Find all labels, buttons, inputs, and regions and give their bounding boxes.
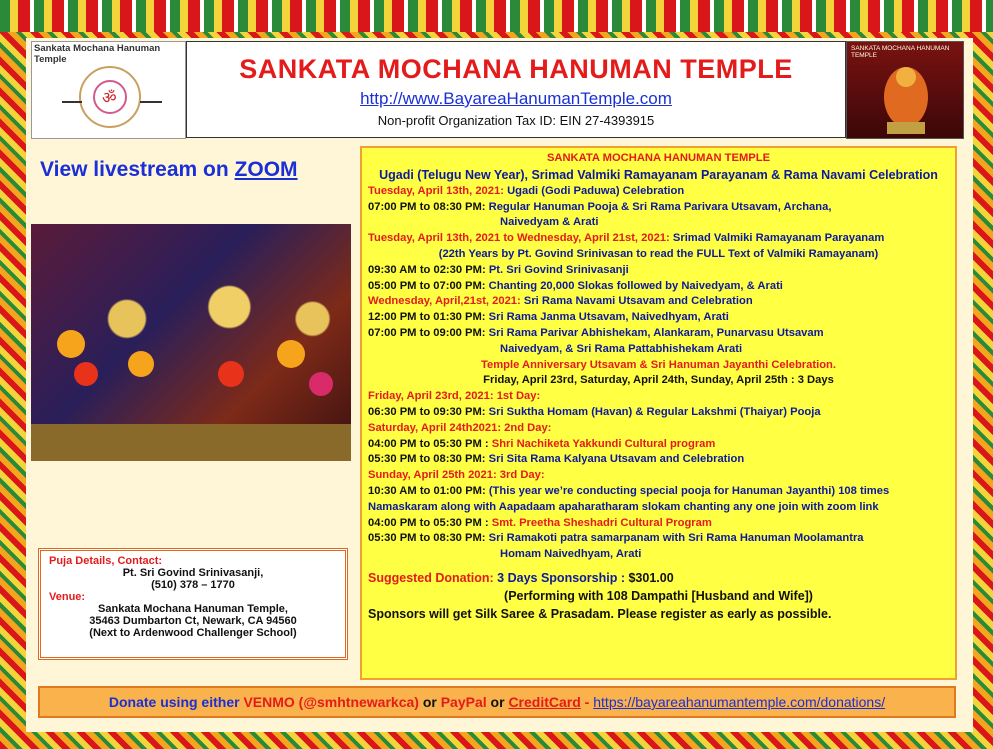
om-emblem-icon <box>32 42 187 140</box>
day-6-slot-1 <box>368 484 949 500</box>
header-banner <box>186 41 846 138</box>
creditcard-link[interactable]: CreditCard <box>508 694 581 710</box>
slot-time: 07:00 PM to 09:00 PM: <box>368 326 489 339</box>
donation-label: Suggested Donation: <box>368 570 494 585</box>
day-3-event: Sri Rama Navami Utsavam and Celebration <box>523 295 753 308</box>
day-3-slot-2-cont: Naivedyam, & Sri Rama Pattabhishekam Arati <box>500 342 743 355</box>
slot-time: 05:30 PM to 08:30 PM: <box>368 532 489 545</box>
slot-event: Regular Hanuman Pooja & Sri Rama Parivara Utsavam, Archana, <box>488 200 832 213</box>
donation-gift: Sponsors will get Silk Saree & Prasadam. Please register as early as possible. <box>368 606 832 621</box>
day-6-slot-3 <box>368 531 949 547</box>
day-6-slot-2 <box>368 516 949 532</box>
suggested-donation <box>368 571 949 587</box>
donations-url-link[interactable]: https://bayareahanumantemple.com/donations/ <box>593 694 886 710</box>
venue-line-2: 35463 Dumbarton Ct, Newark, CA 94560 <box>89 615 297 627</box>
day-5-slot-2 <box>368 452 949 468</box>
donation-note: (Performing with 108 Dampathi [Husband and Wife]) <box>504 588 813 603</box>
slot-time: 06:30 PM to 09:30 PM: <box>368 405 489 418</box>
day-4-slot-1 <box>368 405 949 421</box>
day-5-slot-1 <box>368 437 949 453</box>
temple-logo-right <box>846 41 964 139</box>
slot-event: Smt. Preetha Sheshadri Cultural Program <box>491 516 712 529</box>
svg-text:ॐ: ॐ <box>102 90 117 107</box>
venue-label: Venue: <box>49 591 86 603</box>
anniversary-days: Friday, April 23rd, Saturday, April 24th, Sunday, April 25th : 3 Days <box>483 374 834 387</box>
deity-garland-image <box>31 224 351 461</box>
zoom-link[interactable]: ZOOM <box>234 158 298 181</box>
day-2-slot-1 <box>368 263 949 279</box>
hanuman-idol-image <box>847 42 964 139</box>
slot-time: 04:00 PM to 05:30 PM : <box>368 437 492 450</box>
slot-event: Pt. Sri Govind Srinivasanji <box>488 263 629 276</box>
donation-days: 3 Days Sponsorship : <box>493 570 625 585</box>
logo-left-caption: Sankata Mochana Hanuman Temple <box>34 43 161 65</box>
day-5-header: Saturday, April 24th2021: 2nd Day: <box>368 421 552 434</box>
deity-photo <box>31 224 351 461</box>
tax-id-text: Non-profit Organization Tax ID: EIN 27-4393915 <box>377 113 655 128</box>
or-text-1: or <box>418 694 441 710</box>
day-2-note: (22th Years by Pt. Govind Srinivasan to read the FULL Text of Valmiki Ramayanam) <box>438 247 879 260</box>
paypal-link[interactable]: PayPal <box>440 694 487 710</box>
day-2-header <box>368 231 949 247</box>
day-1-event: Ugadi (Godi Paduwa) Celebration <box>507 184 685 197</box>
contact-name: Pt. Sri Govind Srinivasanji, <box>122 567 264 579</box>
day-3-header <box>368 294 949 310</box>
donation-amount: $301.00 <box>624 570 674 585</box>
page-title: SANKATA MOCHANA HANUMAN TEMPLE <box>239 54 793 84</box>
slot-event: Sri Sita Rama Kalyana Utsavam and Celebration <box>488 453 745 466</box>
venmo-link[interactable]: VENMO (@smhtnewarkca) <box>243 694 419 710</box>
dash-text: - <box>580 694 594 710</box>
slot-time: 10:30 AM to 01:00 PM: <box>368 484 489 497</box>
contact-phone: (510) 378 – 1770 <box>151 579 235 591</box>
day-1-header <box>368 184 949 200</box>
donate-prefix: Donate using either <box>108 694 244 710</box>
decorative-top-band <box>0 0 993 32</box>
day-6-slot-1-cont: Namaskaram along with Aapadaam apaharatharam slokam chanting any one join with zoom link <box>368 500 879 513</box>
anniversary-heading: Temple Anniversary Utsavam & Sri Hanuman Jayanthi Celebration. <box>480 358 836 371</box>
day-2-slot-2 <box>368 279 949 295</box>
slot-time: 04:00 PM to 05:30 PM : <box>368 516 492 529</box>
slot-event: Sri Ramakoti patra samarpanam with Sri Rama Hanuman Moolamantra <box>488 532 864 545</box>
venue-line-1: Sankata Mochana Hanuman Temple, <box>98 603 288 615</box>
schedule-subheading: Ugadi (Telugu New Year), Srimad Valmiki Ramayanam Parayanam & Rama Navami Celebration <box>379 167 938 182</box>
schedule-heading: SANKATA MOCHANA HANUMAN TEMPLE <box>546 152 771 164</box>
slot-event: Shri Nachiketa Yakkundi Cultural program <box>491 437 716 450</box>
event-schedule <box>360 146 957 680</box>
day-6-slot-3-cont: Homam Naivedhyam, Arati <box>500 548 642 561</box>
day-2-event: Srimad Valmiki Ramayanam Parayanam <box>672 232 885 245</box>
day-1-date: Tuesday, April 13th, 2021: <box>368 184 508 197</box>
day-1-slot-1-cont: Naivedyam & Arati <box>500 216 599 229</box>
day-3-slot-1 <box>368 310 949 326</box>
temple-logo-left <box>31 41 186 139</box>
slot-time: 05:00 PM to 07:00 PM: <box>368 279 489 292</box>
day-2-date: Tuesday, April 13th, 2021 to Wednesday, April 21st, 2021: <box>368 232 673 245</box>
slot-event: Sri Suktha Homam (Havan) & Regular Lakshmi (Thaiyar) Pooja <box>488 405 821 418</box>
day-4-header: Friday, April 23rd, 2021: 1st Day: <box>368 390 541 403</box>
slot-time: 07:00 PM to 08:30 PM: <box>368 200 489 213</box>
slot-event: Sri Rama Janma Utsavam, Naivedhyam, Arati <box>488 311 729 324</box>
livestream-notice <box>40 158 298 182</box>
temple-website-link[interactable]: http://www.BayareaHanumanTemple.com <box>360 89 672 108</box>
puja-details-label: Puja Details, Contact: <box>49 555 163 567</box>
livestream-prefix: View livestream on <box>40 158 235 181</box>
slot-time: 12:00 PM to 01:30 PM: <box>368 311 489 324</box>
slot-event: Sri Rama Parivar Abhishekam, Alankaram, Punarvasu Utsavam <box>488 326 824 339</box>
or-text-2: or <box>486 694 509 710</box>
day-6-header: Sunday, April 25th 2021: 3rd Day: <box>368 469 545 482</box>
slot-event: (This year we’re conducting special pooja for Hanuman Jayanthi) 108 times <box>488 484 890 497</box>
day-1-slot-1 <box>368 200 949 216</box>
puja-details-box <box>38 548 348 660</box>
donate-bar <box>38 686 956 718</box>
venue-line-3: (Next to Ardenwood Challenger School) <box>89 627 297 639</box>
slot-time: 05:30 PM to 08:30 PM: <box>368 453 489 466</box>
day-3-date: Wednesday, April,21st, 2021: <box>368 295 524 308</box>
day-3-slot-2 <box>368 326 949 342</box>
logo-right-caption: SANKATA MOCHANA HANUMAN TEMPLE <box>851 45 950 59</box>
slot-time: 09:30 AM to 02:30 PM: <box>368 263 489 276</box>
slot-event: Chanting 20,000 Slokas followed by Naivedyam, & Arati <box>488 279 783 292</box>
